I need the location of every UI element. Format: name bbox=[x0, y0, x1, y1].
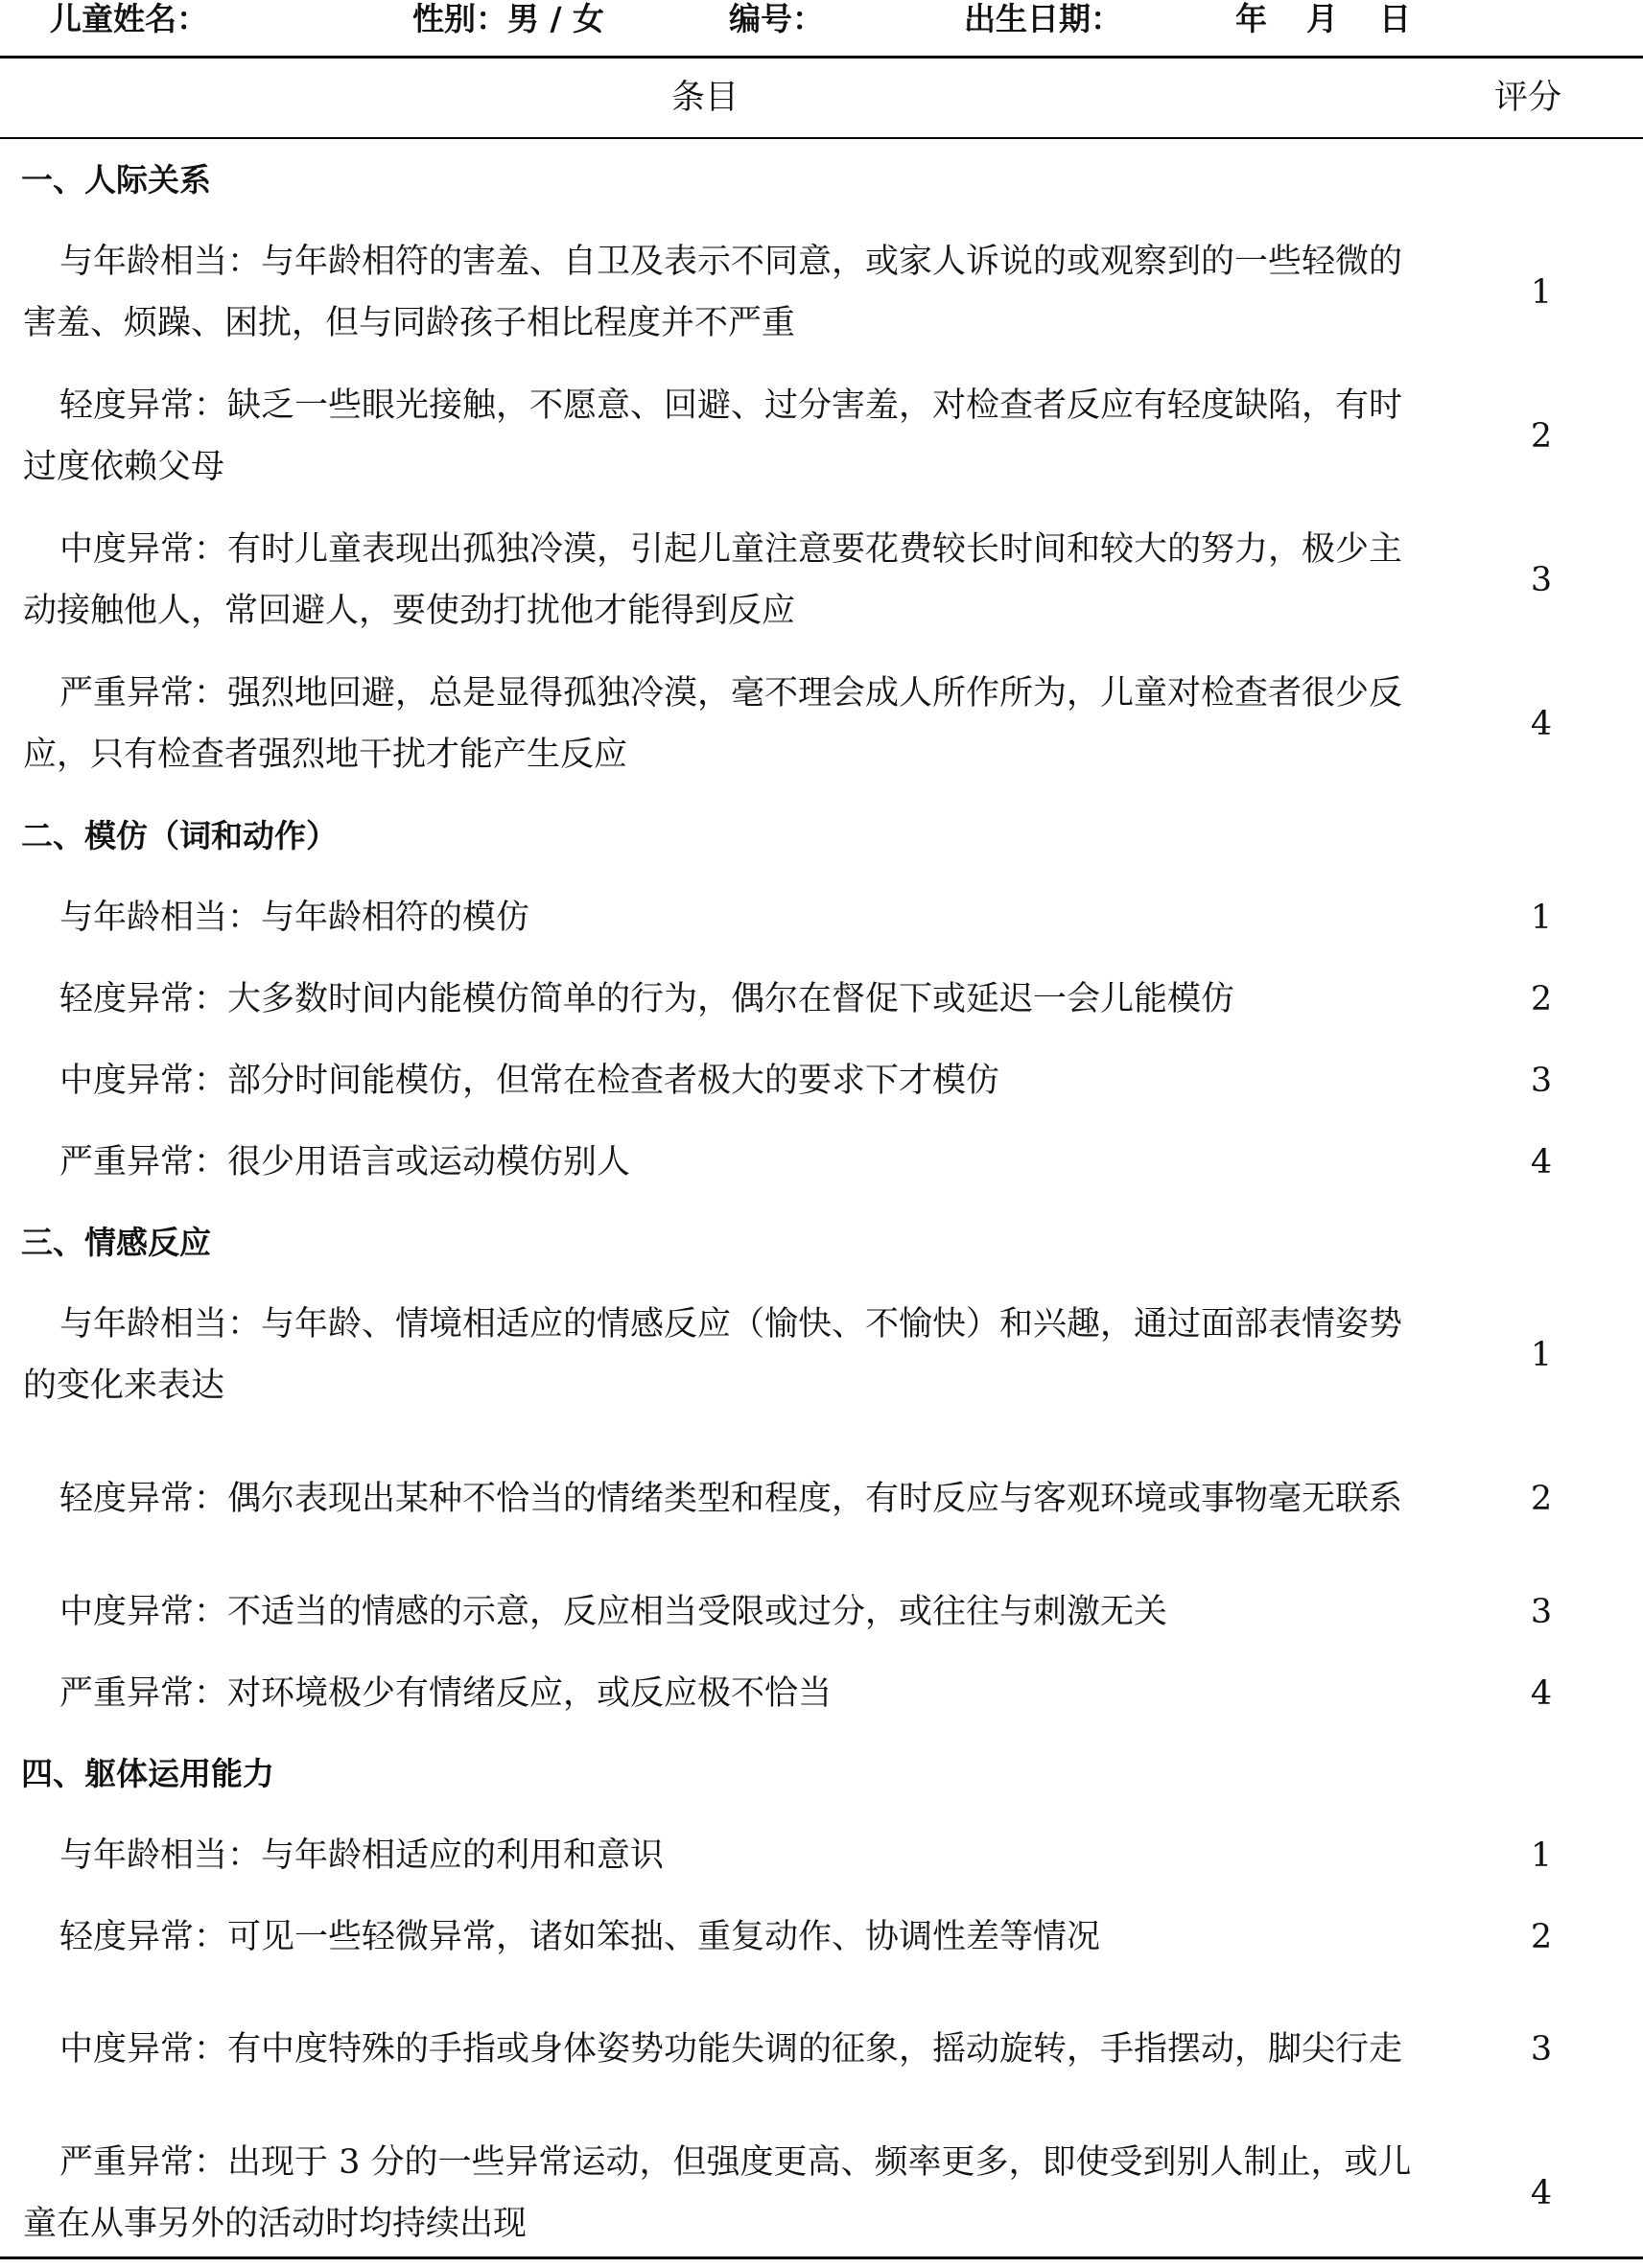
criterion-text: 严重异常：强烈地回避，总是显得孤独冷漠，毫不理会成人所作所为，儿童对检查者很少反应，只有检查者强烈地干扰才能产生反应 bbox=[23, 674, 1403, 774]
criterion-row bbox=[0, 1652, 1643, 1734]
criterion-score: 3 bbox=[1530, 1592, 1553, 1631]
criterion-text: 轻度异常：缺乏一些眼光接触，不愿意、回避、过分害羞，对检查者反应有轻度缺陷，有时过度依赖父母 bbox=[23, 386, 1403, 486]
criterion-row bbox=[0, 1571, 1643, 1652]
criterion-text: 轻度异常：大多数时间内能模仿简单的行为，偶尔在督促下或延迟一会儿能模仿 bbox=[59, 979, 1235, 1018]
section-title: 一、人际关系 bbox=[21, 161, 211, 199]
criterion-score: 2 bbox=[1530, 979, 1553, 1018]
criterion-row bbox=[0, 1283, 1643, 1427]
criterion-text: 严重异常：对环境极少有情绪反应，或反应极不恰当 bbox=[59, 1673, 833, 1713]
criterion-text: 轻度异常：可见一些轻微异常，诸如笨拙、重复动作、协调性差等情况 bbox=[59, 1917, 1101, 1956]
dob-year: 年 bbox=[1235, 0, 1267, 37]
table-bottom-rule bbox=[0, 2256, 1643, 2259]
criterion-text: 与年龄相当：与年龄、情境相适应的情感反应（愉快、不愉快）和兴趣，通过面部表情姿势的变化来表达 bbox=[23, 1305, 1403, 1405]
criterion-score: 3 bbox=[1530, 2030, 1553, 2069]
id-label: 编号： bbox=[729, 0, 824, 37]
criterion-row bbox=[0, 1896, 1643, 1977]
sex-label: 性别：男 / 女 bbox=[412, 0, 605, 37]
column-header-item: 条目 bbox=[671, 79, 739, 117]
criterion-text: 与年龄相当：与年龄相符的害羞、自卫及表示不同意，或家人诉说的或观察到的一些轻微的害羞、烦躁、困扰，但与同龄孩子相比程度并不严重 bbox=[23, 243, 1403, 342]
criterion-text: 中度异常：不适当的情感的示意，反应相当受限或过分，或往往与刺激无关 bbox=[59, 1592, 1168, 1631]
section-title: 三、情感反应 bbox=[21, 1224, 211, 1261]
criterion-score: 2 bbox=[1530, 417, 1553, 456]
criterion-row bbox=[0, 1977, 1643, 2121]
criterion-score: 4 bbox=[1530, 2174, 1553, 2212]
criterion-row bbox=[0, 508, 1643, 652]
criterion-text: 中度异常：有时儿童表现出孤独冷漠，引起儿童注意要花费较长时间和较大的努力，极少主动接触他人，常回避人，要使劲打扰他才能得到反应 bbox=[23, 530, 1403, 630]
table-top-rule bbox=[0, 56, 1643, 58]
criterion-score: 3 bbox=[1530, 1061, 1553, 1100]
criterion-text: 中度异常：部分时间能模仿，但常在检查者极大的要求下才模仿 bbox=[59, 1061, 1000, 1100]
criterion-score: 2 bbox=[1530, 1917, 1553, 1956]
criterion-score: 3 bbox=[1530, 561, 1553, 599]
criterion-row bbox=[0, 364, 1643, 508]
criterion-score: 1 bbox=[1530, 1336, 1553, 1374]
criterion-row bbox=[0, 2121, 1643, 2265]
criterion-text: 与年龄相当：与年龄相适应的利用和意识 bbox=[59, 1835, 665, 1875]
assessment-table-body bbox=[0, 140, 1643, 2265]
criterion-row bbox=[0, 1427, 1643, 1571]
criterion-row bbox=[0, 1121, 1643, 1203]
dob-label: 出生日期： bbox=[964, 0, 1122, 37]
criterion-score: 1 bbox=[1530, 273, 1553, 312]
criterion-text: 严重异常：很少用语言或运动模仿别人 bbox=[59, 1142, 631, 1181]
column-header-score: 评分 bbox=[1494, 79, 1562, 117]
criterion-score: 1 bbox=[1530, 898, 1553, 937]
criterion-score: 2 bbox=[1530, 1480, 1553, 1518]
dob-day: 日 bbox=[1379, 0, 1411, 37]
child-name-label: 儿童姓名： bbox=[50, 0, 208, 37]
dob-month: 月 bbox=[1306, 0, 1338, 37]
section-title: 二、模仿（词和动作） bbox=[21, 817, 338, 854]
criterion-text: 中度异常：有中度特殊的手指或身体姿势功能失调的征象，摇动旋转，手指摆动，脚尖行走 bbox=[59, 2030, 1403, 2069]
criterion-score: 4 bbox=[1530, 1142, 1553, 1181]
criterion-row bbox=[0, 877, 1643, 958]
criterion-score: 4 bbox=[1530, 1673, 1553, 1713]
header-bottom-rule bbox=[0, 137, 1643, 139]
criterion-row bbox=[0, 652, 1643, 796]
criterion-score: 1 bbox=[1530, 1835, 1553, 1875]
section-title: 四、躯体运用能力 bbox=[21, 1755, 274, 1792]
criterion-score: 4 bbox=[1530, 705, 1553, 743]
criterion-text: 严重异常：出现于 3 分的一些异常运动，但强度更高、频率更多，即使受到别人制止，或儿童在从事另外的活动时均持续出现 bbox=[23, 2143, 1412, 2243]
form-header bbox=[0, 0, 1643, 42]
criterion-text: 与年龄相当：与年龄相符的模仿 bbox=[59, 898, 530, 937]
criterion-row bbox=[0, 221, 1643, 364]
criterion-row bbox=[0, 958, 1643, 1040]
criterion-text: 轻度异常：偶尔表现出某种不恰当的情绪类型和程度，有时反应与客观环境或事物毫无联系 bbox=[59, 1480, 1403, 1518]
criterion-row bbox=[0, 1814, 1643, 1896]
criterion-row bbox=[0, 1040, 1643, 1121]
